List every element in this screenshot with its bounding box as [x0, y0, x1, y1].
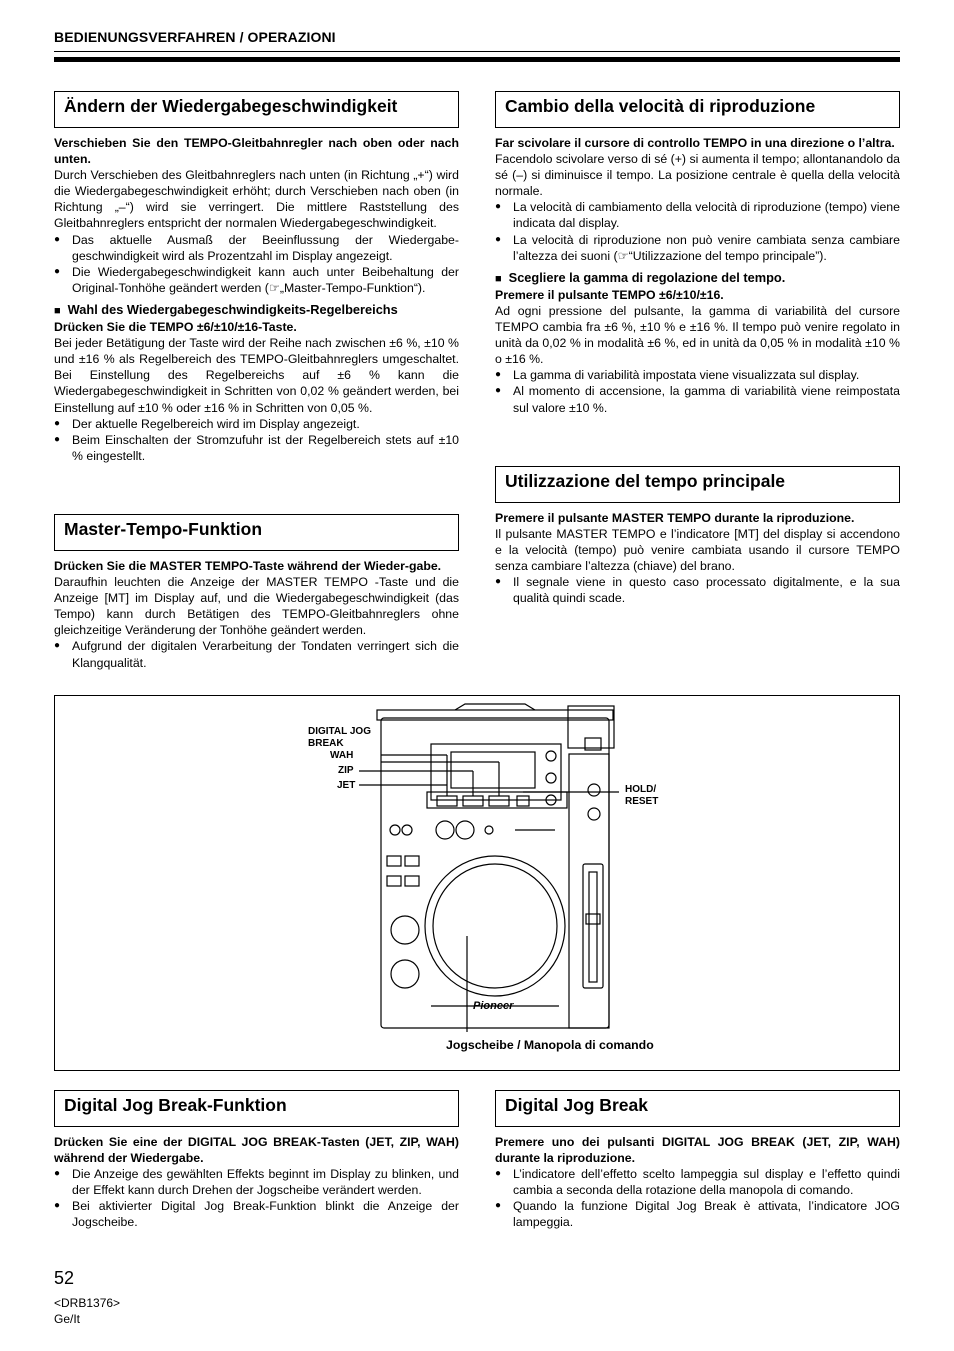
label-break: BREAK — [308, 738, 344, 749]
bullet-item: ● Bei aktivierter Digital Jog Break-Funktion blinkt die Anzeige der Jogscheibe. — [54, 1198, 459, 1230]
left-column-jog-break — [54, 1090, 459, 1231]
doc-id: <DRB1376> — [54, 1296, 121, 1310]
document-code — [54, 1295, 120, 1327]
hold-reset-button — [517, 796, 529, 806]
eject-panel — [568, 706, 614, 748]
subheading: ■ Scegliere la gamma di regolazione del tempo. — [495, 270, 900, 287]
label-reset: RESET — [625, 796, 659, 807]
player-body — [381, 718, 609, 1028]
section-title-master-tempo-it: Utilizzazione del tempo principale — [495, 466, 900, 503]
bullet-item: ● Die Anzeige des gewählten Effekts beginnt im Display zu blinken, und der Effekt kann durch Drehen der Jogscheibe verändert werden. — [54, 1166, 459, 1198]
section-title-jog-break-it: Digital Jog Break — [495, 1090, 900, 1127]
cue-button — [391, 916, 419, 944]
display-screen — [451, 752, 535, 788]
instruction-lead: Drücken Sie eine der DIGITAL JOG BREAK-Tasten (JET, ZIP, WAH) während der Wiedergabe. — [54, 1135, 459, 1166]
bullet-item: ● L’indicatore dell’effetto scelto lampeggia sul display e l’effetto quindi cambia a seconda della rotazione della manopola di comando. — [495, 1166, 900, 1198]
paragraph: Facendolo scivolare verso di sé (+) si aumenta il tempo; allontanandolo da sé (–) si diminuisce il tempo. La posizione centrale è quella della velocità normale. — [495, 152, 900, 199]
instruction-lead: Far scivolare il cursore di controllo TEMPO in una direzione o l’altra. — [495, 136, 895, 150]
diagram-caption: Jogscheibe / Manopola di comando — [446, 1038, 654, 1052]
tempo-slider-knob — [586, 914, 600, 924]
cdj-illustration — [55, 696, 901, 1072]
right-column-jog-break — [495, 1090, 900, 1231]
brand-logo: Pioneer — [473, 1000, 514, 1012]
header-rule-thick — [54, 57, 900, 62]
section-title-jog-break-de: Digital Jog Break-Funktion — [54, 1090, 459, 1127]
section-title-tempo-it: Cambio della velocità di riproduzione — [495, 91, 900, 128]
header-rule-thin — [54, 51, 900, 52]
left-column-master-tempo — [54, 514, 459, 671]
right-column-master-tempo — [495, 466, 900, 607]
bullet-item: ● Al momento di accensione, la gamma di variabilità viene reimpostata sul valore ±10 %. — [495, 383, 900, 415]
jog-wheel-outer — [425, 856, 565, 996]
instruction-lead: Drücken Sie die MASTER TEMPO-Taste während der Wieder-gabe. — [54, 559, 442, 573]
language-code: Ge/It — [54, 1312, 81, 1326]
label-jet: JET — [337, 780, 356, 791]
paragraph: Daraufhin leuchten die Anzeige der MASTER TEMPO -Taste und die Anzeige [MT] im Display auf, und die Wiedergabegeschwindigkeit (das Tempo) kann durch Betätigen des TEMPO-Gleitbahnreglers ohne gleichzeitige Veränderung der Tonhöhe geändert werden. — [54, 575, 459, 638]
paragraph: Ad ogni pressione del pulsante, la gamma di variabilità del cursore TEMPO cambia fra ±6 %, ±10 % e ±16 %. Il tempo può venire regolato in unità da 0,02 % in modalità ±6 %, ed in unità da 0,05 % in modalità ±10 % o ±16 %. — [495, 303, 900, 367]
jog-wheel-inner — [433, 864, 557, 988]
page-header-title: BEDIENUNGSVERFAHREN / OPERAZIONI — [54, 29, 336, 45]
label-hold: HOLD/ — [625, 784, 657, 795]
bullet-item: ● Quando la funzione Digital Jog Break è attivata, l’indicatore JOG lampeggia. — [495, 1198, 900, 1230]
device-diagram — [54, 695, 900, 1071]
label-digital-jog: DIGITAL JOG — [308, 726, 371, 737]
subheading: ■ Wahl des Wiedergabegeschwindigkeits-Regelbereichs — [54, 302, 459, 319]
instruction-lead: Premere uno dei pulsanti DIGITAL JOG BREAK (JET, ZIP, WAH) durante la riproduzione. — [495, 1135, 900, 1166]
right-column-top — [495, 91, 900, 416]
bullet-item: ● Beim Einschalten der Stromzufuhr ist der Regelbereich stets auf ±10 % eingestellt. — [54, 432, 459, 464]
bullet-item: ● Die Wiedergabegeschwindigkeit kann auch unter Beibehaltung der Original-Tonhöhe geändert werden (☞„Master-Tempo-Funktion“). — [54, 264, 459, 296]
paragraph: Bei jeder Betätigung der Taste wird der Reihe nach zwischen ±6 %, ±10 % und ±16 % als Regelbereich des TEMPO-Gleitbahnreglers umgeschaltet. Bei Einstellung des Regelbereichs auf ±6 % kann die Wiedergabegeschwindigkeit in Schritten von 0,02 % geändert werden, bei Einstellung auf ±10 % oder ±16 % in Schritten von 0,05 %. — [54, 336, 459, 415]
paragraph: Durch Verschieben des Gleitbahnreglers nach unten (in Richtung „+“) wird die Wiedergabegeschwindigkeit erhöht; durch Verschieben nach oben (in Richtung „–“) wird sie verringert. Die mittlere Raststellung des Gleitbahnreglers entspricht der normalen Wiedergabegeschwindigkeit. — [54, 168, 459, 231]
label-wah: WAH — [330, 750, 354, 761]
bullet-item: ● Der aktuelle Regelbereich wird im Display angezeigt. — [54, 416, 459, 432]
jet-button — [437, 796, 457, 806]
label-zip: ZIP — [338, 765, 354, 776]
sub-instruction: Premere il pulsante TEMPO ±6/±10/±16. — [495, 287, 724, 302]
instruction-lead: Premere il pulsante MASTER TEMPO durante la riproduzione. — [495, 511, 855, 525]
wah-button — [489, 796, 509, 806]
paragraph: Il pulsante MASTER TEMPO e l’indicatore [MT] del display si accendono e la velocità (tempo) può venire cambiata usando il cursore TEMPO senza cambiare l’altezza (chiave) del brano. — [495, 527, 900, 574]
tempo-slider-track — [583, 864, 603, 988]
sub-instruction: Drücken Sie die TEMPO ±6/±10/±16-Taste. — [54, 320, 297, 335]
page-number: 52 — [54, 1268, 75, 1288]
bullet-item: ● La velocità di cambiamento della velocità di riproduzione (tempo) viene indicata dal display. — [495, 199, 900, 231]
section-title-master-tempo-de: Master-Tempo-Funktion — [54, 514, 459, 551]
section-title-tempo-de: Ändern der Wiedergabegeschwindigkeit — [54, 91, 459, 128]
instruction-lead: Verschieben Sie den TEMPO-Gleitbahnregler nach oben oder nach unten. — [54, 136, 459, 167]
bullet-item: ● Das aktuelle Ausmaß der Beeinflussung der Wiedergabe-geschwindigkeit wird als Prozentzahl im Display angezeigt. — [54, 232, 459, 264]
left-column-top — [54, 91, 459, 464]
zip-button — [463, 796, 483, 806]
bullet-item: ● Il segnale viene in questo caso processato digitalmente, e la sua qualità quindi scade. — [495, 574, 900, 606]
bullet-item: ● Aufgrund der digitalen Verarbeitung der Tondaten verringert sich die Klangqualität. — [54, 638, 459, 670]
bullet-item: ● La gamma di variabilità impostata viene visualizzata sul display. — [495, 367, 900, 383]
play-pause-button — [391, 960, 419, 988]
bullet-item: ● La velocità di riproduzione non può venire cambiata senza cambiare l’altezza dei suoni (☞“Utilizzazione del tempo principale”). — [495, 232, 900, 264]
